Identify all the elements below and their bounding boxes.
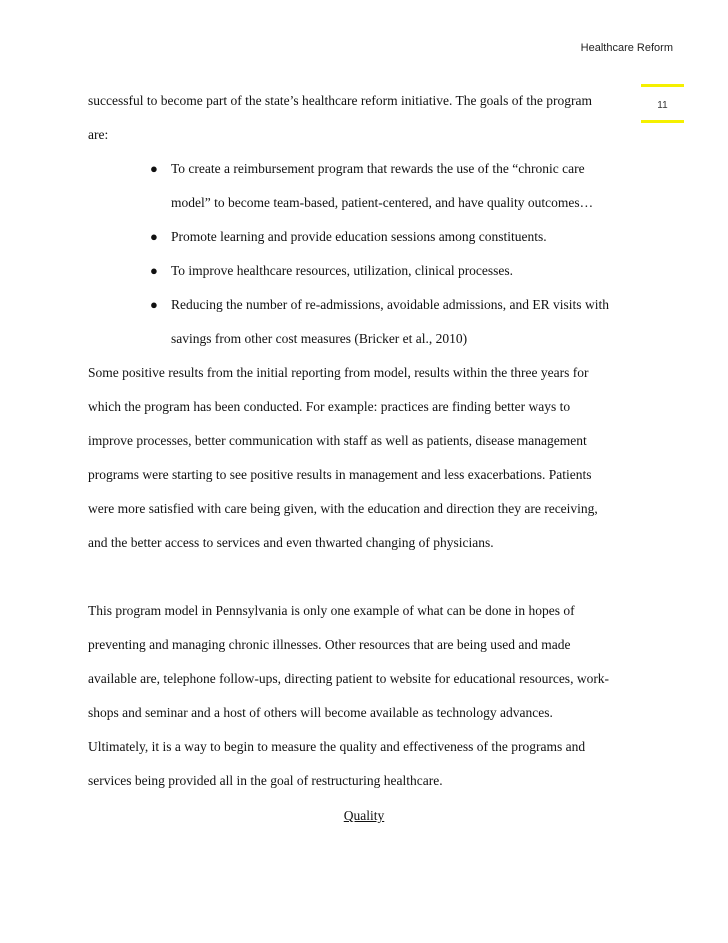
goal-line: model” to become team-based, patient-centered, and have quality outcomes… [171, 195, 594, 210]
paragraph-line: This program model in Pennsylvania is only one example of what can be done in hopes of [88, 603, 575, 618]
paragraph-line: preventing and managing chronic illnesses. Other resources that are being used and made [88, 637, 571, 652]
goal-line: To create a reimbursement program that rewards the use of the “chronic care [171, 161, 585, 176]
goal-item [88, 254, 643, 288]
goal-line: savings from other cost measures (Bricker et al., 2010) [171, 331, 468, 346]
page-number-box [641, 84, 684, 123]
goal-line: To improve healthcare resources, utilization, clinical processes. [171, 263, 514, 278]
paragraph-program-model [88, 594, 643, 798]
paragraph-gap [88, 560, 643, 594]
intro-line: are: [88, 127, 109, 142]
paragraph-line: Ultimately, it is a way to begin to measure the quality and effectiveness of the programs and [88, 739, 586, 754]
body-text [88, 84, 643, 798]
paragraph-line: were more satisfied with care being given, with the education and direction they are receiving, [88, 501, 598, 516]
paragraph-line: which the program has been conducted. For example: practices are finding better ways to [88, 399, 571, 414]
bullet-icon: ● [150, 263, 158, 278]
highlight-rule-top [641, 84, 684, 87]
goal-item [88, 220, 643, 254]
goals-list [88, 152, 643, 356]
goal-item [88, 288, 643, 356]
paragraph-line: shops and seminar and a host of others will become available as technology advances. [88, 705, 553, 720]
paragraph-line: programs were starting to see positive results in management and less exacerbations. Patients [88, 467, 592, 482]
paragraph-line: and the better access to services and even thwarted changing of physicians. [88, 535, 494, 550]
goal-line: Promote learning and provide education sessions among constituents. [171, 229, 547, 244]
section-heading [0, 808, 728, 824]
highlight-rule-bottom [641, 120, 684, 123]
paragraph-line: services being provided all in the goal of restructuring healthcare. [88, 773, 443, 788]
goal-line: Reducing the number of re-admissions, avoidable admissions, and ER visits with [171, 297, 609, 312]
goal-item [88, 152, 643, 220]
bullet-icon: ● [150, 161, 158, 176]
paragraph-line: Some positive results from the initial reporting from model, results within the three years for [88, 365, 589, 380]
page-number: 11 [657, 100, 668, 111]
intro-line: successful to become part of the state’s healthcare reform initiative. The goals of the program [88, 93, 592, 108]
paragraph-line: available are, telephone follow-ups, directing patient to website for educational resources, work- [88, 671, 610, 686]
paragraph-line: improve processes, better communication with staff as well as patients, disease management [88, 433, 587, 448]
bullet-icon: ● [150, 297, 158, 312]
running-header: Healthcare Reform [580, 42, 673, 54]
bullet-icon: ● [150, 229, 158, 244]
section-heading-text: Quality [343, 808, 385, 823]
paragraph-results [88, 356, 643, 560]
